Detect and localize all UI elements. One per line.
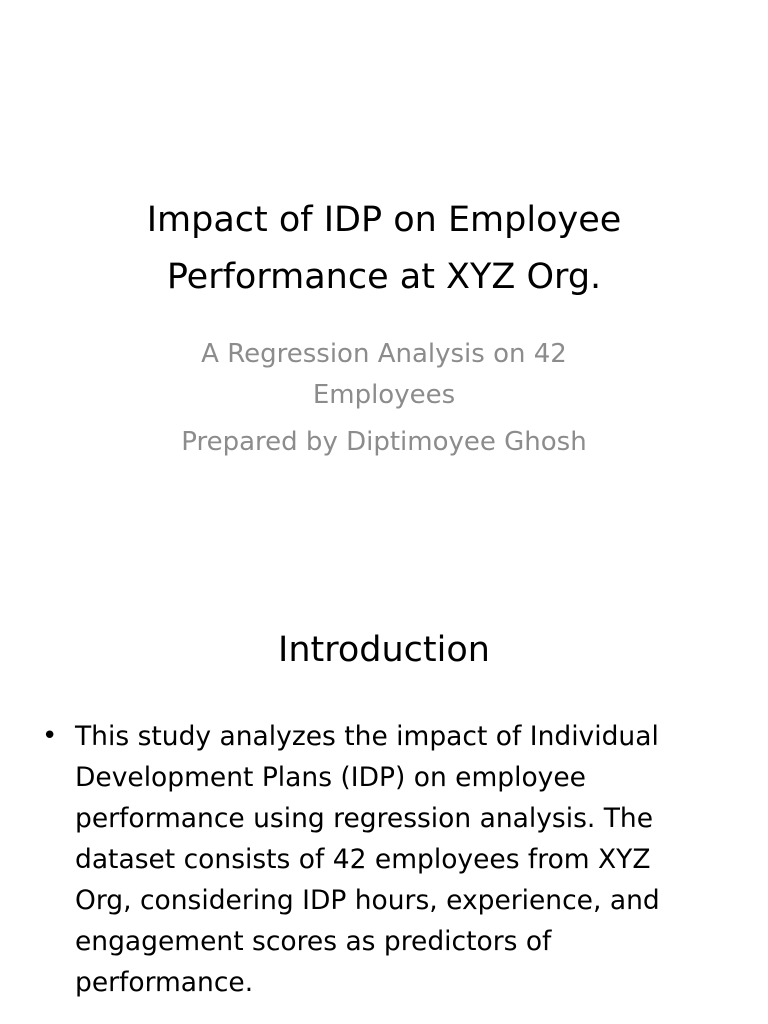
slide-title-line-2: Performance at XYZ Org. xyxy=(166,257,602,297)
slide-subtitle xyxy=(100,334,668,463)
slide-title xyxy=(40,192,728,306)
bullet-icon: • xyxy=(42,721,58,751)
bullet-item xyxy=(40,716,700,1003)
subtitle-line-1: A Regression Analysis on 42 xyxy=(201,339,567,369)
subtitle-line-2: Employees xyxy=(312,380,456,410)
introduction-bullet-list xyxy=(40,716,700,1003)
slide-title-line-1: Impact of IDP on Employee xyxy=(146,200,622,240)
subtitle-author: Prepared by Diptimoyee Ghosh xyxy=(181,427,587,457)
introduction-slide xyxy=(0,576,768,1024)
introduction-heading: Introduction xyxy=(278,630,490,670)
bullet-text: This study analyzes the impact of Individual Development Plans (IDP) on employee performance using regression analysis. The dataset consists of 42 employees from XYZ Org, considering IDP hours, experience, and engagement scores as predictors of performance. xyxy=(75,721,660,998)
